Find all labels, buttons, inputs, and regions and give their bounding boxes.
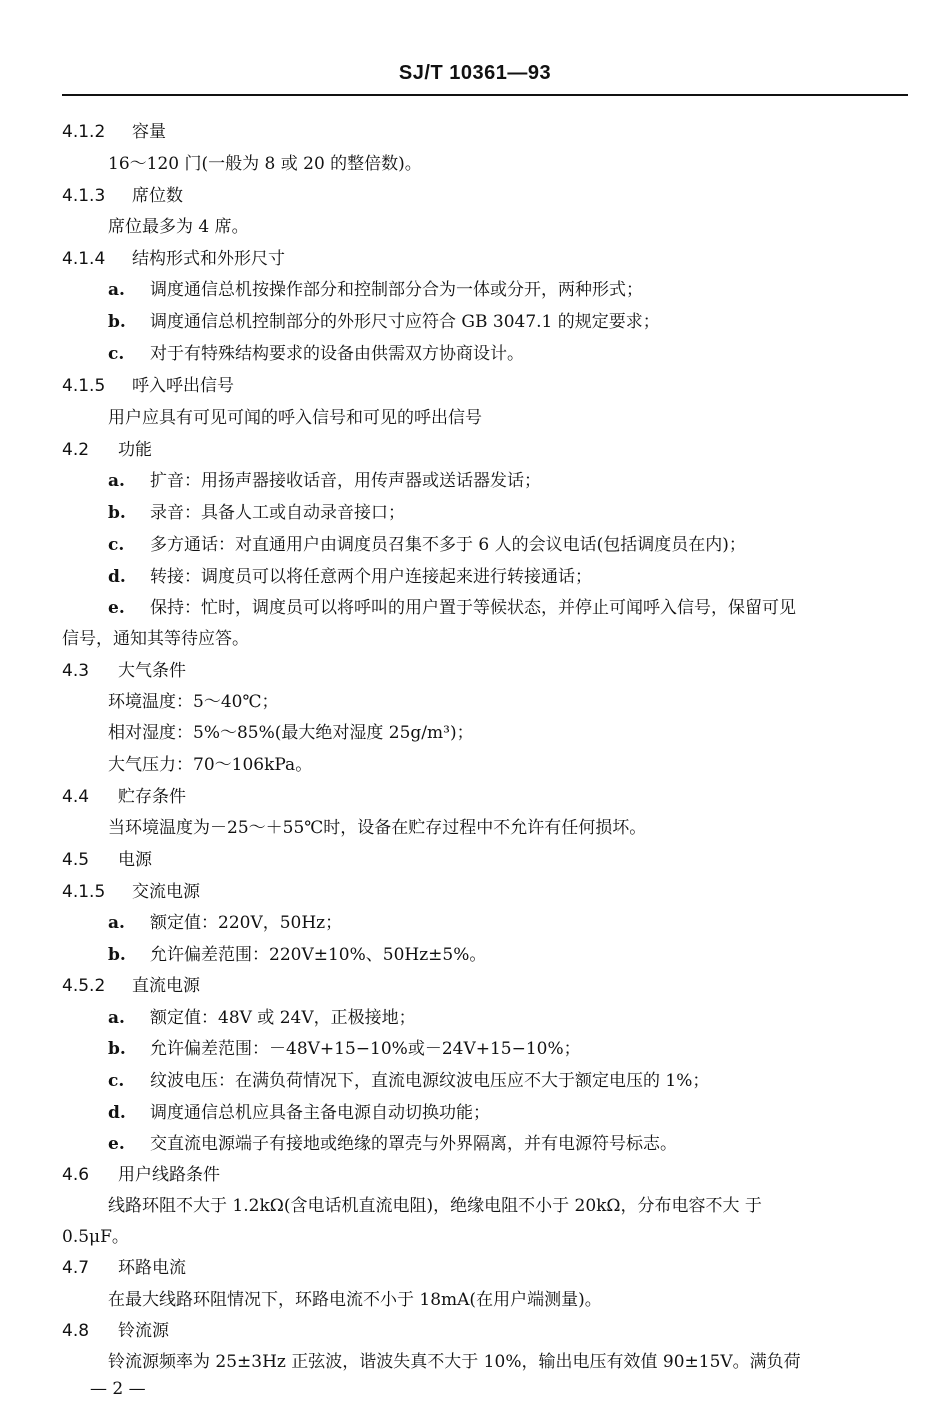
section-title: 呼入呼出信号 bbox=[132, 376, 234, 396]
list-item bbox=[108, 945, 486, 965]
section-title: 用户线路条件 bbox=[118, 1165, 220, 1185]
section-number: 4.8 bbox=[62, 1321, 90, 1341]
section-4-1-5-heading bbox=[62, 376, 234, 396]
section-4-7-text: 在最大线路环阻情况下，环路电流不小于 18mA(在用户端测量)。 bbox=[108, 1290, 602, 1310]
section-4-4-text: 当环境温度为－25～＋55℃时，设备在贮存过程中不允许有任何损坏。 bbox=[108, 818, 647, 838]
section-title: 贮存条件 bbox=[118, 787, 186, 807]
section-4-4-heading bbox=[62, 787, 186, 807]
item-marker: b. bbox=[108, 1039, 126, 1059]
list-item bbox=[108, 1008, 416, 1028]
item-text: 交直流电源端子有接地或绝缘的罩壳与外界隔离，并有电源符号标志。 bbox=[150, 1134, 677, 1154]
section-4-6-text: 线路环阻不大于 1.2kΩ(含电话机直流电阻)，绝缘电阻不小于 20kΩ，分布电容不大 于 bbox=[108, 1196, 762, 1216]
section-number: 4.4 bbox=[62, 787, 90, 807]
list-item bbox=[108, 471, 541, 491]
section-title: 铃流源 bbox=[118, 1321, 169, 1341]
list-item bbox=[108, 1103, 490, 1123]
list-item bbox=[108, 1039, 581, 1059]
item-marker: b. bbox=[108, 312, 126, 332]
item-text: 调度通信总机控制部分的外形尺寸应符合 GB 3047.1 的规定要求； bbox=[150, 312, 660, 332]
section-4-1-3-text: 席位最多为 4 席。 bbox=[108, 217, 249, 237]
section-number: 4.1.3 bbox=[62, 186, 106, 206]
section-title: 席位数 bbox=[132, 186, 183, 206]
section-4-5-heading bbox=[62, 850, 152, 870]
section-title: 交流电源 bbox=[132, 882, 200, 902]
condition-line: 相对湿度：5%～85%(最大绝对湿度 25g/m³)； bbox=[108, 723, 474, 743]
item-marker: c. bbox=[108, 1071, 125, 1091]
item-text: 允许偏差范围：－48V+15−10%或－24V+15−10%； bbox=[150, 1039, 581, 1059]
section-4-2-heading bbox=[62, 440, 152, 460]
list-item bbox=[108, 567, 592, 587]
item-marker: d. bbox=[108, 567, 126, 587]
list-item bbox=[108, 598, 796, 618]
item-text: 额定值：48V 或 24V，正极接地； bbox=[150, 1008, 416, 1028]
section-4-6-continuation: 0.5μF。 bbox=[62, 1227, 129, 1247]
section-4-1-2-heading bbox=[62, 122, 166, 142]
document-code: SJ/T 10361—93 bbox=[398, 62, 552, 84]
section-number: 4.1.5 bbox=[62, 882, 106, 902]
item-text: 转接：调度员可以将任意两个用户连接起来进行转接通话； bbox=[150, 567, 592, 587]
condition-line: 环境温度：5～40℃； bbox=[108, 692, 279, 712]
section-4-1-5-text: 用户应具有可见可闻的呼入信号和可见的呼出信号 bbox=[108, 408, 482, 428]
item-text: 保持：忙时，调度员可以将呼叫的用户置于等候状态，并停止可闻呼入信号，保留可见 bbox=[150, 598, 796, 618]
section-title: 电源 bbox=[118, 850, 152, 870]
item-text: 扩音：用扬声器接收话音，用传声器或送话器发话； bbox=[150, 471, 541, 491]
section-number: 4.3 bbox=[62, 661, 90, 681]
list-item bbox=[108, 1071, 709, 1091]
item-text: 调度通信总机按操作部分和控制部分合为一体或分开，两种形式； bbox=[150, 280, 643, 300]
condition-line: 大气压力：70～106kPa。 bbox=[108, 755, 313, 775]
list-item bbox=[108, 535, 746, 555]
section-number: 4.1.4 bbox=[62, 249, 106, 269]
section-number: 4.5.2 bbox=[62, 976, 106, 996]
list-item bbox=[108, 913, 342, 933]
list-item bbox=[108, 280, 643, 300]
item-marker: c. bbox=[108, 535, 125, 555]
list-item bbox=[108, 1134, 677, 1154]
item-marker: b. bbox=[108, 503, 126, 523]
section-ac-power-heading bbox=[62, 882, 200, 902]
section-title: 结构形式和外形尺寸 bbox=[132, 249, 285, 269]
item-marker: a. bbox=[108, 913, 125, 933]
section-4-8-text: 铃流源频率为 25±3Hz 正弦波，谐波失真不大于 10%，输出电压有效值 90±15V。满负荷 bbox=[108, 1352, 801, 1372]
item-marker: a. bbox=[108, 1008, 125, 1028]
section-4-3-heading bbox=[62, 661, 186, 681]
item-text: 多方通话：对直通用户由调度员召集不多于 6 人的会议电话(包括调度员在内)； bbox=[150, 535, 746, 555]
section-4-1-3-heading bbox=[62, 186, 183, 206]
item-marker: e. bbox=[108, 598, 125, 618]
item-text: 录音：具备人工或自动录音接口； bbox=[150, 503, 405, 523]
section-4-8-heading bbox=[62, 1321, 169, 1341]
section-number: 4.7 bbox=[62, 1258, 90, 1278]
section-title: 大气条件 bbox=[118, 661, 186, 681]
section-4-6-heading bbox=[62, 1165, 220, 1185]
page-number: — 2 — bbox=[90, 1379, 146, 1399]
section-title: 功能 bbox=[118, 440, 152, 460]
item-marker: b. bbox=[108, 945, 126, 965]
section-4-1-2-text: 16～120 门(一般为 8 或 20 的整倍数)。 bbox=[108, 154, 422, 174]
section-4-5-2-heading bbox=[62, 976, 200, 996]
list-item-continuation: 信号，通知其等待应答。 bbox=[62, 629, 249, 649]
section-title: 容量 bbox=[132, 122, 166, 142]
section-4-7-heading bbox=[62, 1258, 186, 1278]
item-marker: e. bbox=[108, 1134, 125, 1154]
section-number: 4.6 bbox=[62, 1165, 90, 1185]
item-text: 额定值：220V，50Hz； bbox=[150, 913, 343, 933]
section-title: 直流电源 bbox=[132, 976, 200, 996]
item-text: 调度通信总机应具备主备电源自动切换功能； bbox=[150, 1103, 490, 1123]
item-marker: a. bbox=[108, 280, 125, 300]
section-number: 4.5 bbox=[62, 850, 90, 870]
item-marker: c. bbox=[108, 344, 125, 364]
section-title: 环路电流 bbox=[118, 1258, 186, 1278]
item-marker: a. bbox=[108, 471, 125, 491]
section-number: 4.2 bbox=[62, 440, 90, 460]
section-4-1-4-heading bbox=[62, 249, 285, 269]
list-item bbox=[108, 503, 405, 523]
list-item bbox=[108, 344, 524, 364]
list-item bbox=[108, 312, 660, 332]
item-marker: d. bbox=[108, 1103, 126, 1123]
section-number: 4.1.2 bbox=[62, 122, 106, 142]
item-text: 允许偏差范围：220V±10%、50Hz±5%。 bbox=[150, 945, 487, 965]
section-number: 4.1.5 bbox=[62, 376, 106, 396]
item-text: 纹波电压：在满负荷情况下，直流电源纹波电压应不大于额定电压的 1%； bbox=[150, 1071, 710, 1091]
item-text: 对于有特殊结构要求的设备由供需双方协商设计。 bbox=[150, 344, 524, 364]
